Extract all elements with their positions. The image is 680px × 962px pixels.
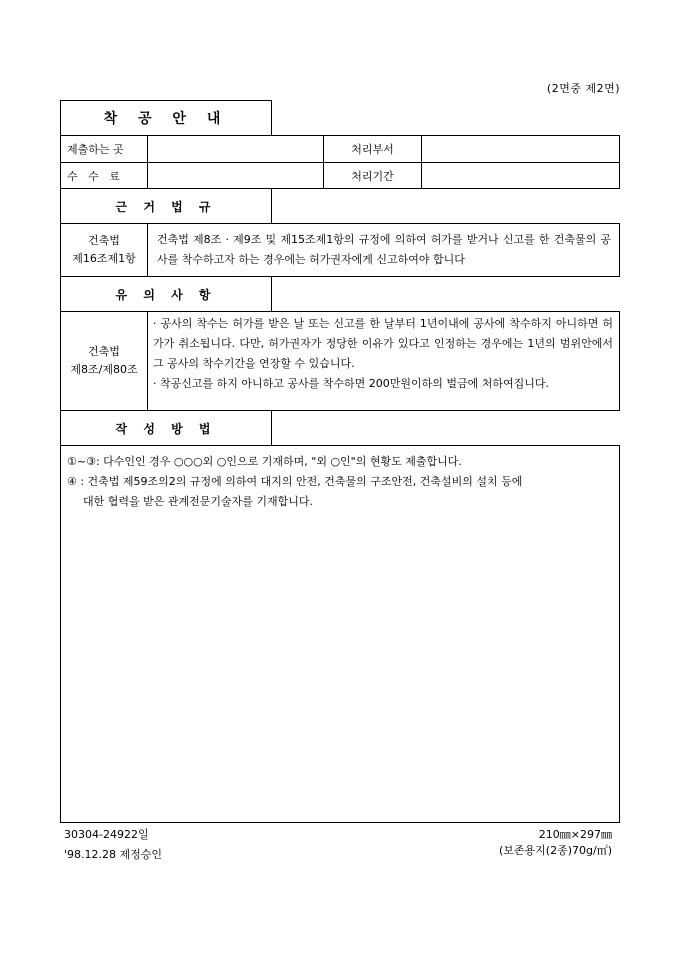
legal-basis-heading-box [60, 188, 272, 224]
legal-basis-table [60, 223, 620, 277]
note-item: · 착공신고를 하지 아니하고 공사를 착수하면 200만원이하의 벌금에 처하여집니다. [153, 377, 549, 390]
paper-size: 210㎜×297㎜ [538, 828, 612, 841]
title-box [60, 100, 272, 136]
department-field[interactable] [422, 136, 620, 162]
notes-list [153, 314, 613, 394]
how-to-text [67, 452, 615, 512]
info-table [60, 135, 620, 189]
how-to-heading: 작 성 방 법 [115, 421, 217, 436]
processing-period-field[interactable] [422, 163, 620, 189]
how-to-line: ④ : 건축법 제59조의2의 규정에 의하여 대지의 안전, 건축물의 구조안전, 건축설비의 설치 등에 [67, 475, 523, 488]
form-number: 30304-24922일 [64, 828, 149, 841]
label-processing-period: 처리기간 [351, 170, 394, 183]
how-to-heading-box [60, 410, 272, 446]
label-fee: 수 수 료 [67, 170, 120, 183]
form-title: 착 공 안 내 [103, 111, 229, 127]
note-item: · 공사의 착수는 허가를 받은 날 또는 신고를 한 날부터 1년이내에 공사에 착수하지 아니하면 허가가 취소됩니다. 다만, 허가권자가 정당한 이유가 있다고 인정하는 경우에는 1년의 범위안에서 그 공사의 착수기간을 연장할 수 있습니다. [153, 317, 613, 370]
legal-basis-law-ref [61, 224, 147, 276]
page-marker: (2면중 제2면) [546, 82, 620, 95]
notes-table [60, 311, 620, 411]
notes-law-ref [61, 312, 147, 410]
notes-heading-box [60, 276, 272, 312]
submit-to-field[interactable] [148, 136, 323, 162]
notes-law-ref-line1: 건축법 [88, 345, 120, 358]
label-department: 처리부서 [351, 143, 394, 156]
paper-type: (보존용지(2종)70g/㎡) [499, 844, 612, 857]
how-to-line: ①~③: 다수인인 경우 ○○○외 ○인으로 기재하며, "외 ○인"의 현황도 제출합니다. [67, 455, 462, 468]
label-submit-to: 제출하는 곳 [67, 143, 124, 156]
notes-law-ref-line2: 제8조/제80조 [70, 363, 138, 376]
how-to-box [60, 445, 620, 823]
legal-basis-heading: 근 거 법 규 [115, 199, 217, 214]
law-ref-line2: 제16조제1항 [72, 252, 136, 265]
how-to-line: 대한 협력을 받은 관계전문기술자를 기재합니다. [83, 495, 314, 508]
law-ref-line1: 건축법 [88, 234, 120, 247]
fee-field[interactable] [148, 163, 323, 189]
legal-basis-text: 건축법 제8조 · 제9조 및 제15조제1항의 규정에 의하여 허가를 받거나 신고를 한 건축물의 공사를 착수하고자 하는 경우에는 허가권자에게 신고하여야 합니다 [157, 233, 611, 266]
approval-date: '98.12.28 제정승인 [64, 848, 163, 861]
notes-heading: 유 의 사 항 [115, 287, 217, 302]
